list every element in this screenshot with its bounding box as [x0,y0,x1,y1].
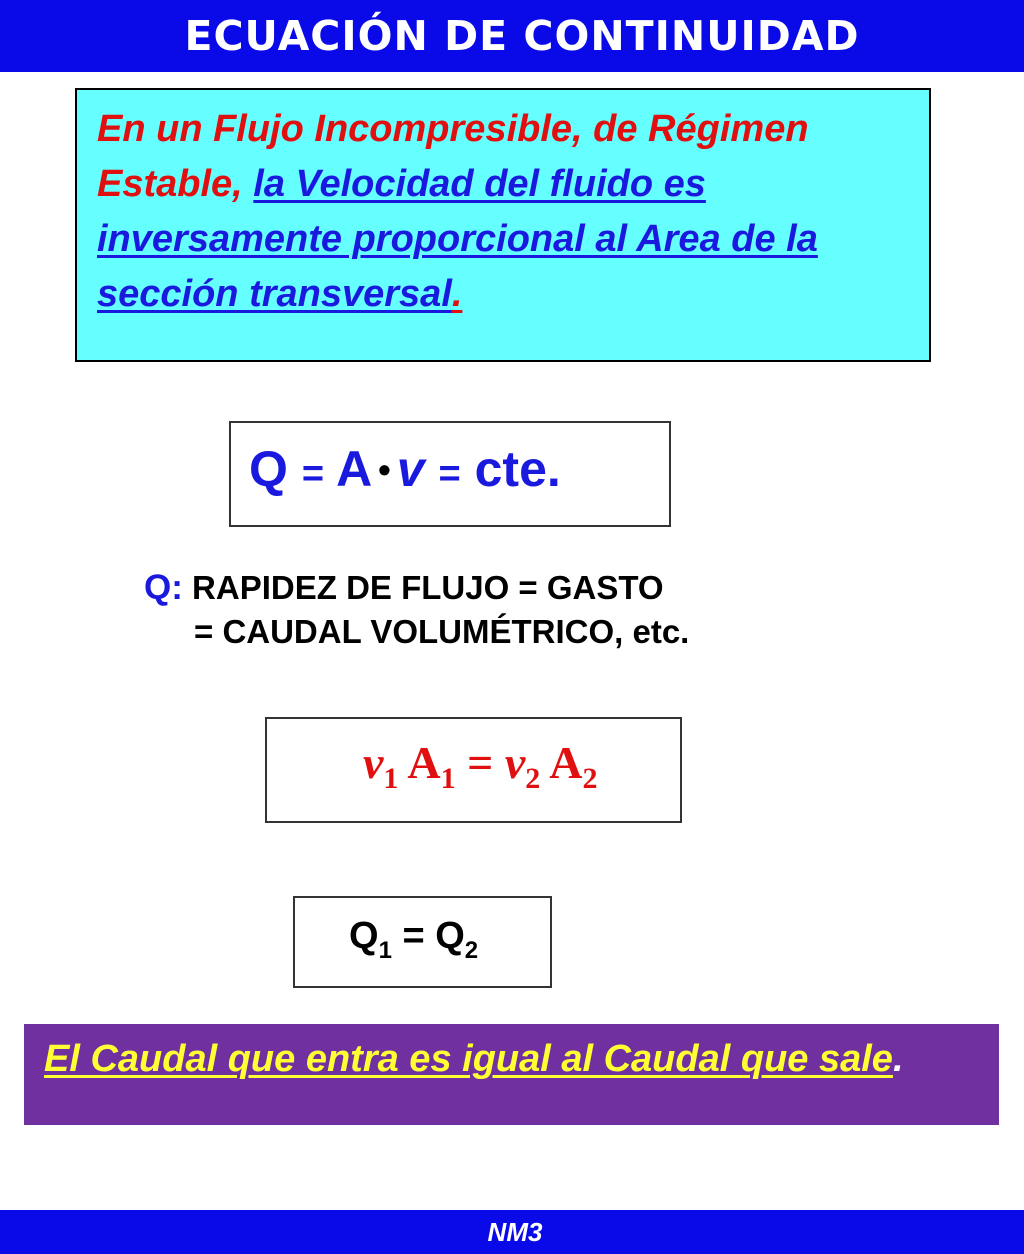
eq3-q1: Q [349,915,379,957]
q-colon: : [171,568,183,607]
q-definition-line-2: = CAUDAL VOLUMÉTRICO, etc. [194,613,690,650]
conclusion-text [44,1036,904,1082]
definition-period: . [451,273,463,315]
eq1-equals-b: = [438,453,461,495]
definition-part-1: En un Flujo Incompresible, de Régimen Estable, [97,108,809,205]
eq2-a2-sub: 2 [582,762,598,795]
eq1-q: Q [249,441,288,497]
definition-box [75,88,931,362]
multiply-dot-icon: • [378,449,391,490]
eq2-a1: A [398,737,441,788]
eq3-q2-sub: 2 [464,937,479,964]
eq1-v: v [396,441,425,497]
continuity-equation-box [265,717,682,823]
eq2-v2: v [504,737,526,788]
conclusion-sentence: El Caudal que entra es igual al Caudal que sale [44,1038,893,1080]
flow-equality [349,914,478,973]
q-line-1-text: RAPIDEZ DE FLUJO = GASTO [182,569,664,606]
flow-equality-box [293,896,552,988]
q-symbol: Q [144,568,172,607]
q-definition [144,566,689,654]
eq3-equals-q2: = Q [391,915,465,957]
conclusion-period: . [892,1038,904,1080]
eq1-cte: cte. [474,441,561,497]
footer-bar [0,1210,1024,1254]
eq2-v1: v [363,737,384,788]
eq3-q1-sub: 1 [378,937,392,964]
continuity-equation [363,737,597,805]
conclusion-box [24,1024,999,1125]
flow-rate-equation [249,441,561,502]
eq1-a: A [336,441,373,497]
eq2-v2-sub: 2 [525,762,541,795]
q-definition-line-1 [144,566,689,610]
eq2-equals: = [455,737,505,788]
definition-text [97,102,907,322]
eq1-equals-a: = [301,453,325,495]
definition-part-2: la Velocidad del fluido es inversamente proporcional al Area de la sección transversal [97,163,818,315]
page-title: ECUACIÓN DE CONTINUIDAD [184,12,860,60]
flow-rate-equation-box [229,421,671,527]
eq2-a2: A [540,737,583,788]
eq2-v1-sub: 1 [383,762,399,795]
footer-label: NM3 [487,1216,543,1247]
eq2-a1-sub: 1 [440,762,456,795]
title-bar [0,0,1024,72]
